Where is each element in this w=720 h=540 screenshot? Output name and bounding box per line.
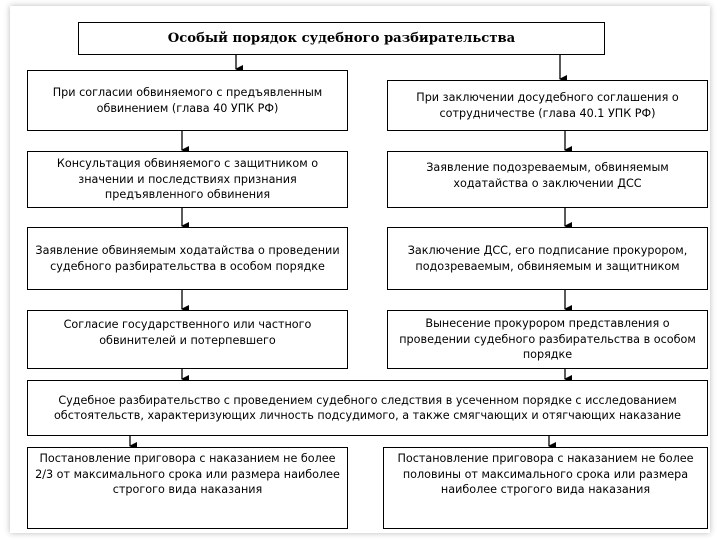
right-step-1: При заключении досудебного соглашения о сотрудничестве (глава 40.1 УПК РФ) — [387, 80, 708, 131]
right-step-2: Заявление подозреваемым, обвиняемым ходатайства о заключении ДСС — [387, 151, 708, 208]
left-step-2: Консультация обвиняемого с защитником о значении и последствиях признания предъявленного обвинения — [27, 151, 348, 208]
left-step-4: Согласие государственного или частного обвинителей и потерпевшего — [27, 310, 348, 369]
trial-box: Судебное разбирательство с проведением судебного следствия в усеченном порядке с исследованием обстоятельств, характеризующих личность подсудимого, а также смягчающих и отягчающих наказание — [27, 380, 708, 436]
right-step-4: Вынесение прокурором представления о проведении судебного разбирательства в особом порядке — [387, 310, 708, 369]
left-step-1: При согласии обвиняемого с предъявленным обвинением (глава 40 УПК РФ) — [27, 70, 348, 131]
verdict-left: Постановление приговора с наказанием не более 2/3 от максимального срока или размера наиболее строгого вида наказания — [27, 447, 348, 529]
left-step-3: Заявление обвиняемым ходатайства о проведении судебного разбирательства в особом порядке — [27, 227, 348, 290]
diagram-title: Особый порядок судебного разбирательства — [78, 22, 605, 55]
right-step-3: Заключение ДСС, его подписание прокурором, подозреваемым, обвиняемым и защитником — [387, 227, 708, 290]
verdict-right: Постановление приговора с наказанием не более половины от максимального срока или размера наиболее строгого вида наказания — [383, 447, 708, 529]
